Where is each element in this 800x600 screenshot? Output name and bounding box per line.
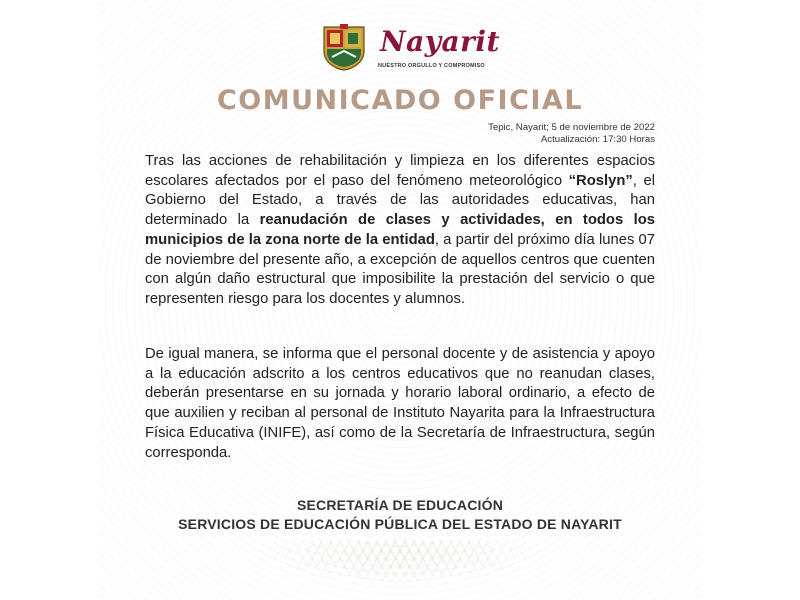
decorative-pattern (245, 540, 555, 588)
paragraph-2: De igual manera, se informa que el personal docente y de asistencia y apoyo a la educación adscrito a los centros educativos que no reanudan clases, deberán presentarse en su jornada y horario laboral ordinario, a efecto de que auxilien y reciban al personal de Instituto Nayarita para la Infraestructura Física Educativa (INIFE), así como de la Secretaría de Infraestructura, según corresponda. (145, 346, 655, 461)
nayarit-logo (322, 23, 500, 75)
p1-text-3: , a partir del próximo día lunes 07 de noviembre del presente año, a excepción de aquellos centros que cuenten con algún daño estructural que imposibilite la prestación del servicio o que representen riesgo para los docentes y alumnos. (145, 231, 655, 307)
document-meta (488, 122, 655, 146)
signature-line-2: SERVICIOS DE EDUCACIÓN PÚBLICA DEL ESTADO DE NAYARIT (178, 516, 622, 532)
paragraph-1 (145, 152, 655, 310)
p1-text-2: , el Gobierno del Estado, a través de las autoridades educativas, han determinado la (145, 172, 655, 229)
logo-tagline: NUESTRO ORGULLO Y COMPROMISO (378, 63, 485, 69)
signature-line-1: SECRETARÍA DE EDUCACIÓN (296, 497, 504, 513)
place-date: Tepic, Nayarit; 5 de noviembre de 2022 (488, 122, 655, 133)
p1-text-1: Tras las acciones de rehabilitación y limpieza en los diferentes espacios escolares afectados por el paso del fenómeno meteorológico (145, 153, 655, 189)
nayarit-coat-of-arms-icon (322, 23, 366, 71)
update-time: Actualización: 17:30 Horas (540, 134, 655, 145)
logo-wordmark: Nayarit (380, 25, 500, 58)
p1-bold-1: “Roslyn” (568, 172, 633, 189)
p1-bold-2: reanudación de clases y actividades, en todos los municipios de la zona norte de la entidad (145, 212, 655, 248)
page-title: COMUNICADO OFICIAL (216, 85, 584, 116)
